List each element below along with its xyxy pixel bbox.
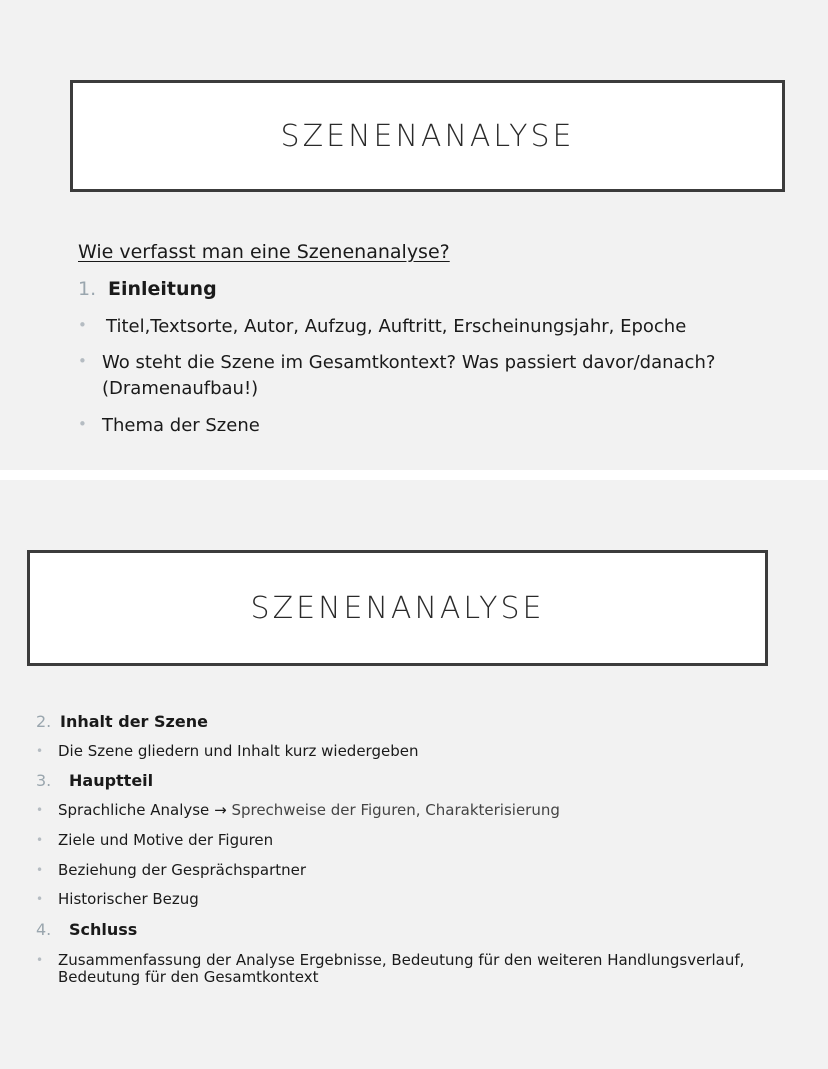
question-heading: Wie verfasst man eine Szenenanalyse?: [78, 241, 450, 263]
section-number: 3.: [36, 771, 52, 790]
bullet-icon: •: [78, 352, 87, 370]
slide-divider: [0, 470, 828, 480]
section-label: Einleitung: [108, 278, 217, 300]
section-label: Inhalt der Szene: [60, 712, 208, 731]
list-item: • Die Szene gliedern und Inhalt kurz wiedergeben: [36, 742, 419, 760]
bullet-icon: •: [36, 803, 44, 817]
list-item: • Thema der Szene: [78, 415, 260, 436]
section-schluss: [36, 920, 137, 939]
list-item: • Sprachliche Analyse → Sprechweise der Figuren, Charakterisierung: [36, 801, 560, 819]
bullet-icon: •: [78, 316, 87, 334]
slide-2: [0, 470, 828, 1069]
list-item: • Zusammenfassung der Analyse Ergebnisse, Bedeutung für den weiteren Handlungsverlauf,: [36, 951, 745, 969]
bullet-icon: •: [36, 863, 44, 877]
bullet-icon: •: [36, 744, 44, 758]
section-number: 2.: [36, 712, 52, 731]
bullet-icon: •: [78, 415, 87, 433]
slide-1-title: SZENENANALYSE: [280, 118, 575, 154]
arrow-right-icon: →: [214, 801, 227, 819]
section-number: 1.: [78, 278, 97, 300]
section-hauptteil: [36, 771, 153, 790]
slide-2-title: SZENENANALYSE: [250, 590, 545, 626]
list-item: • Beziehung der Gesprächspartner: [36, 861, 307, 879]
slide-1-title-box: [70, 80, 785, 192]
section-inhalt: [36, 712, 208, 731]
list-item-continuation: Bedeutung für den Gesamtkontext: [58, 968, 319, 986]
section-einleitung: [78, 278, 217, 300]
slide-2-title-box: [27, 550, 768, 666]
section-label: Hauptteil: [69, 771, 154, 790]
list-item: • Ziele und Motive der Figuren: [36, 831, 274, 849]
list-item-continuation: (Dramenaufbau!): [102, 378, 259, 399]
bullet-icon: •: [36, 833, 44, 847]
list-item: • Titel,Textsorte, Autor, Aufzug, Auftritt, Erscheinungsjahr, Epoche: [78, 316, 687, 337]
section-label: Schluss: [69, 920, 138, 939]
list-item: • Historischer Bezug: [36, 890, 199, 908]
list-item: • Wo steht die Szene im Gesamtkontext? Was passiert davor/danach?: [78, 352, 716, 373]
bullet-icon: •: [36, 953, 44, 967]
bullet-icon: •: [36, 892, 44, 906]
slide-1: [0, 0, 828, 470]
section-number: 4.: [36, 920, 52, 939]
